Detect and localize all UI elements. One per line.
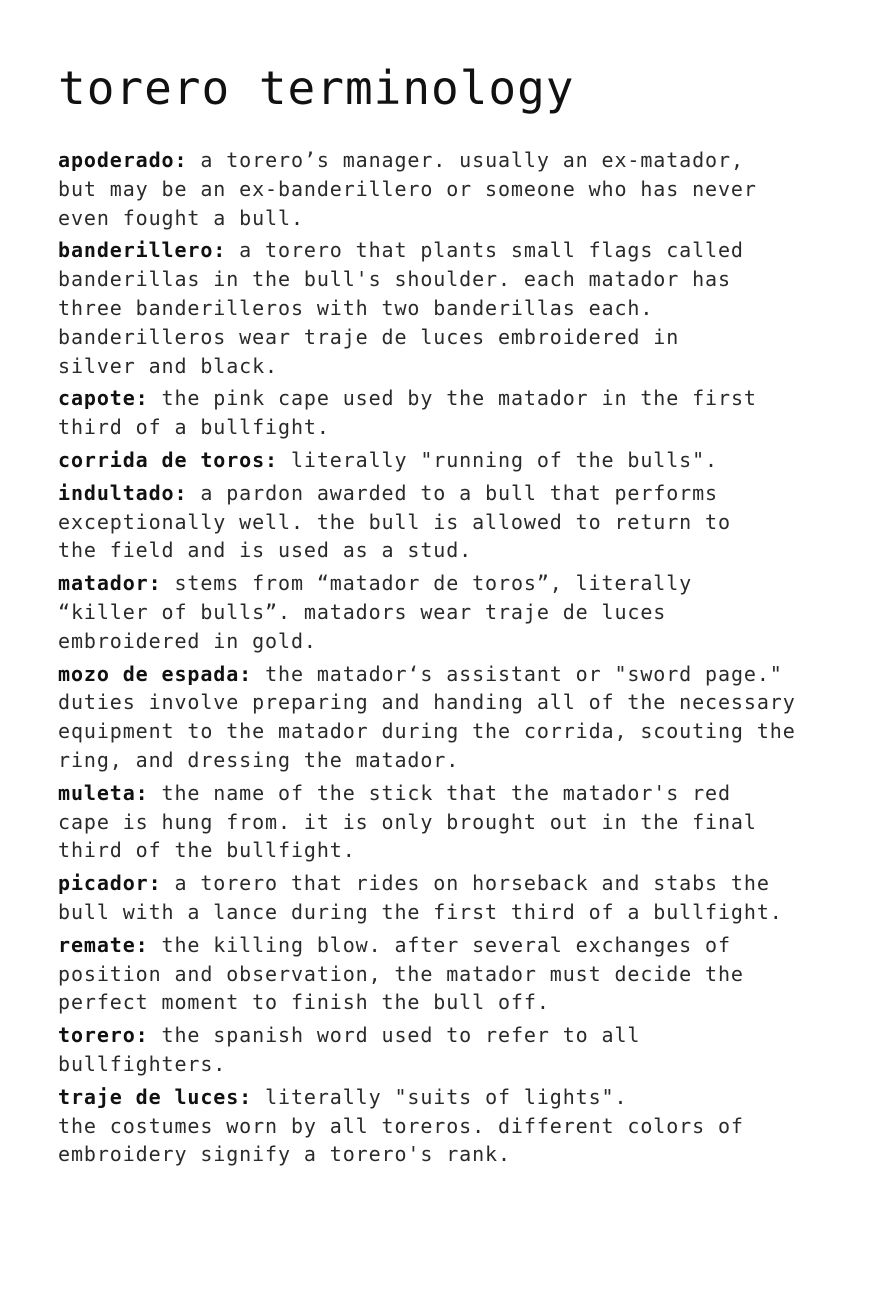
glossary-definition: the name of the stick that the matador's red cape is hung from. it is only brought out in the final third of the bullfight. bbox=[58, 780, 757, 863]
glossary-definition: the matador‘s assistant or "sword page." duties involve preparing and handing all of the necessary equipment to the matador during the corrida, scouting the ring, and dressing the matador. bbox=[58, 661, 796, 772]
glossary-entry-corrida-de-toros bbox=[58, 446, 884, 475]
glossary-term: corrida de toros: bbox=[58, 447, 278, 472]
glossary-definition: a pardon awarded to a bull that performs exceptionally well. the bull is allowed to return to the field and is used as a stud. bbox=[58, 480, 731, 563]
glossary-term: muleta: bbox=[58, 780, 149, 805]
glossary-list bbox=[58, 146, 884, 1169]
glossary-term: apoderado: bbox=[58, 148, 188, 172]
page-title: torero terminology bbox=[58, 61, 575, 115]
glossary-definition: a torero that plants small flags called banderillas in the bull's shoulder. each matador has three banderilleros with two banderillas each. banderilleros wear traje de luces embroidered in silver and black. bbox=[58, 238, 744, 378]
glossary-definition: literally "suits of lights". the costumes worn by all toreros. different colors of embroidery signify a torero's rank. bbox=[58, 1084, 744, 1167]
glossary-term: picador: bbox=[58, 871, 162, 896]
glossary-definition: the spanish word used to refer to all bullfighters. bbox=[58, 1023, 641, 1076]
glossary-term: indultado: bbox=[58, 480, 188, 505]
glossary-entry-mozo-de-espada bbox=[58, 660, 884, 775]
glossary-entry-apoderado bbox=[58, 146, 884, 232]
glossary-term: torero: bbox=[58, 1023, 149, 1048]
glossary-term: traje de luces: bbox=[58, 1084, 253, 1109]
glossary-entry-matador bbox=[58, 569, 884, 655]
glossary-entry-indultado bbox=[58, 479, 884, 565]
glossary-entry-capote bbox=[58, 384, 884, 442]
glossary-definition: a torero that rides on horseback and stabs the bull with a lance during the first third of a bullfight. bbox=[58, 871, 783, 924]
glossary-entry-torero bbox=[58, 1021, 884, 1079]
glossary-entry-picador bbox=[58, 869, 884, 927]
glossary-term: matador: bbox=[58, 571, 162, 596]
glossary-definition: the pink cape used by the matador in the first third of a bullfight. bbox=[58, 386, 757, 440]
glossary-term: banderillero: bbox=[58, 238, 227, 263]
glossary-definition: literally "running of the bulls". bbox=[278, 447, 718, 472]
glossary-entry-remate bbox=[58, 931, 884, 1017]
glossary-term: mozo de espada: bbox=[58, 661, 253, 686]
glossary-entry-traje-de-luces bbox=[58, 1083, 884, 1169]
glossary-entry-banderillero bbox=[58, 236, 884, 380]
glossary-definition: the killing blow. after several exchanges of position and observation, the matador must decide the perfect moment to finish the bull off. bbox=[58, 932, 744, 1015]
glossary-term: remate: bbox=[58, 932, 149, 957]
glossary-definition: a torero’s manager. usually an ex-matador, but may be an ex-banderillero or someone who has never even fought a bull. bbox=[58, 148, 757, 230]
glossary-entry-muleta bbox=[58, 779, 884, 865]
glossary-term: capote: bbox=[58, 386, 149, 411]
glossary-definition: stems from “matador de toros”, literally “killer of bulls”. matadors wear traje de luces embroidered in gold. bbox=[58, 571, 693, 653]
